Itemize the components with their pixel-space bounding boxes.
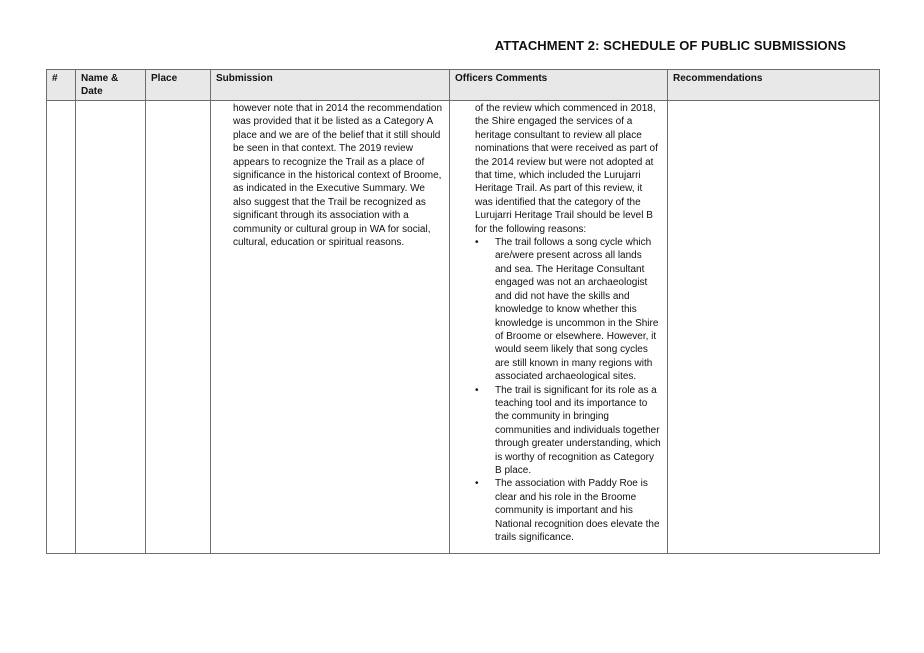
header-place: Place [146,70,211,101]
header-name-date: Name & Date [76,70,146,101]
header-officers-comments: Officers Comments [450,70,668,101]
header-recommendations: Recommendations [668,70,880,101]
table-row [47,101,880,554]
cell-submission: however note that in 2014 the recommendation was provided that it be listed as a Category A place and we are of the belief that it still should be seen in that context. The 2019 review appears to recognize the Trail as a place of significance in the historical context of Broome, as indicated in the Executive Summary. We also suggest that the Trail be recognized as significant through its association with a community or cultural group in WA for social, cultural, education or spiritual reasons. [211,101,450,554]
header-number: # [47,70,76,101]
cell-officers-comments [450,101,668,554]
list-item: • The trail follows a song cycle which are/were present across all lands and sea. The Heritage Consultant engaged was not an archaeologist and did not have the skills and knowledge to know whether this knowledge is uncommon in the Shire of Broome or elsewhere. However, it would seem likely that song cycles are still known in many regions with associated archaeological sites. [495,236,661,383]
cell-name-date [76,101,146,554]
officers-comments-list [475,236,661,544]
officers-comments-intro: of the review which commenced in 2018, the Shire engaged the services of a heritage consultant to review all place nominations that were received as part of the 2014 review but were not adopted at that time, which included the Lurujarri Heritage Trail. As part of this review, it was identified that the category of the Lurujarri Heritage Trail should be level B for the following reasons: [475,103,658,235]
cell-place [146,101,211,554]
table-header-row [47,70,880,101]
list-item: • The trail is significant for its role as a teaching tool and its importance to the community in bringing communities and individuals together through greater understanding, which is worthy of recognition as Category B place. [495,384,661,478]
list-item: • The association with Paddy Roe is clear and his role in the Broome community is important and his National recognition does elevate the trails significance. [495,477,661,544]
header-submission: Submission [211,70,450,101]
page-title: ATTACHMENT 2: SCHEDULE OF PUBLIC SUBMISSIONS [494,38,846,53]
cell-number [47,101,76,554]
cell-recommendations [668,101,880,554]
submissions-table [46,69,880,554]
